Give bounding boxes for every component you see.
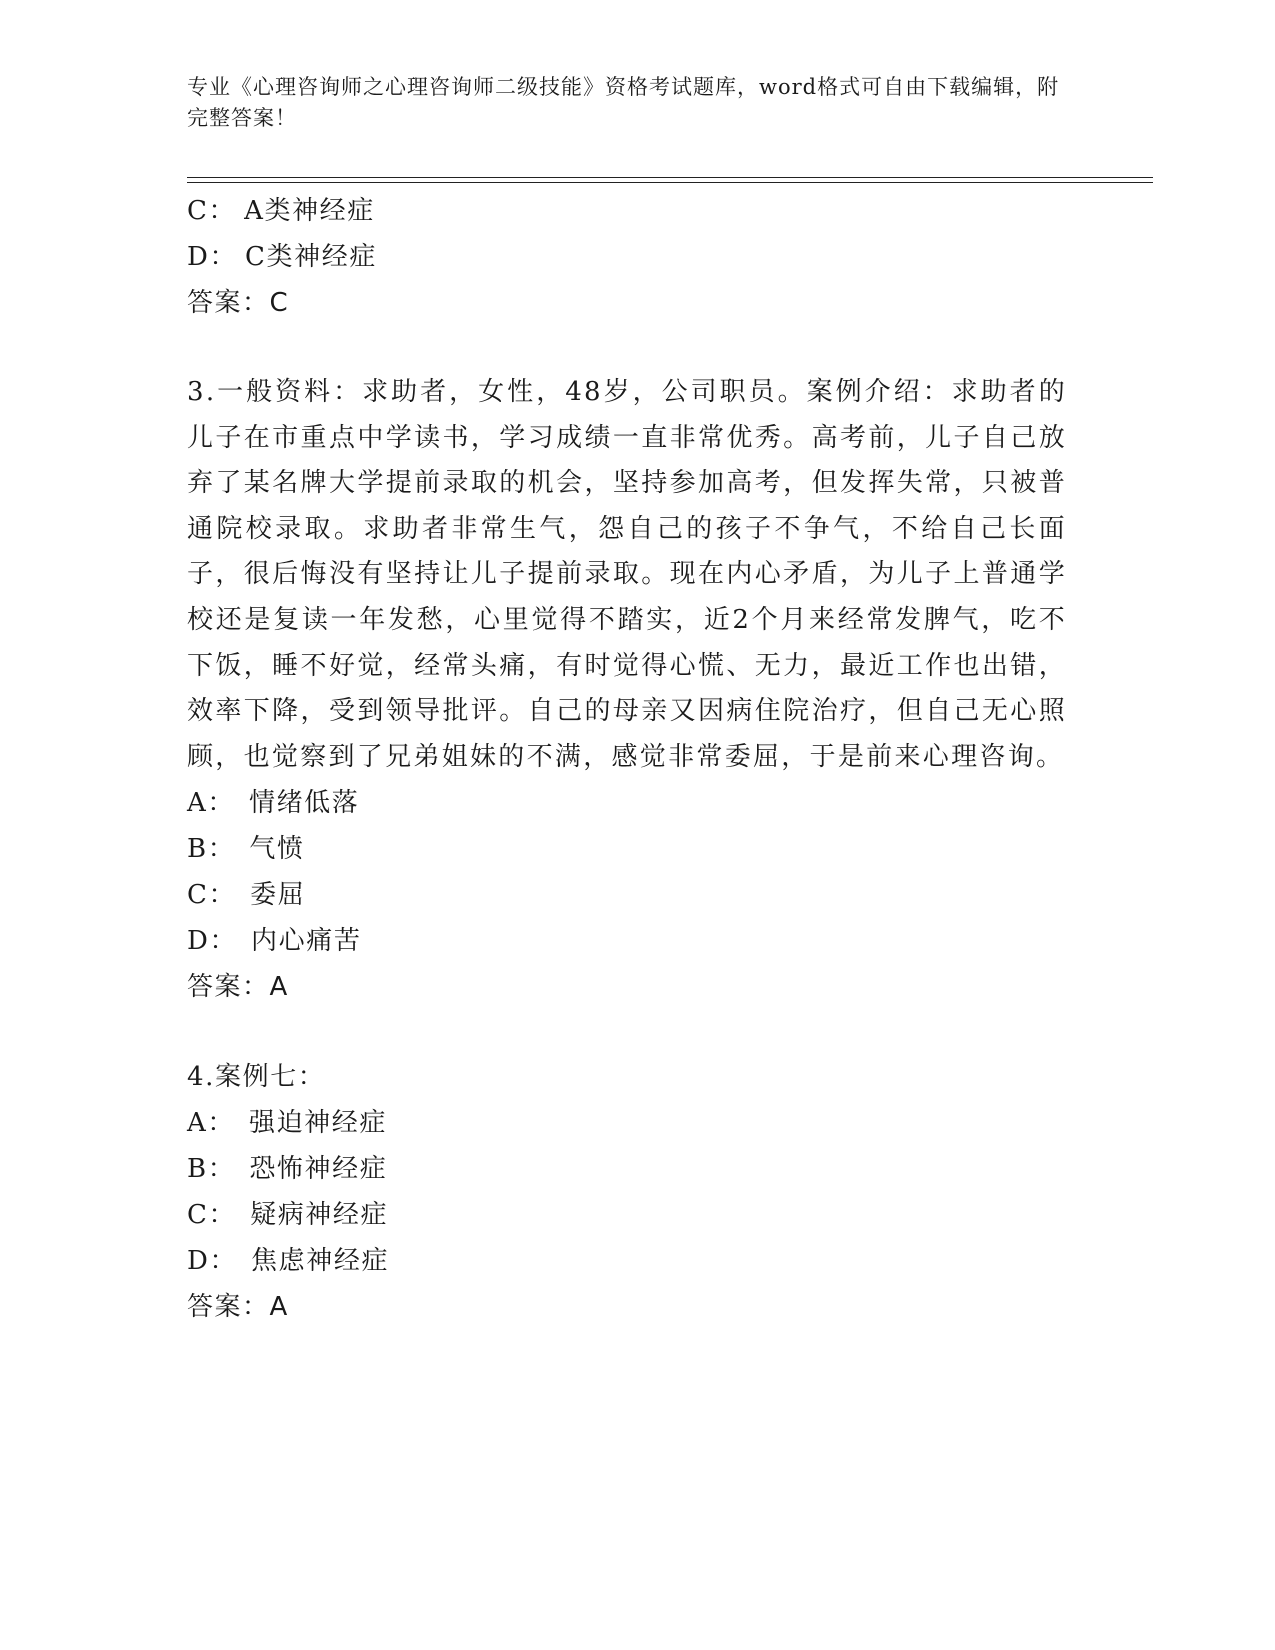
option-c <box>187 872 1067 918</box>
option-d <box>187 918 1067 964</box>
question-3 <box>187 370 1067 1010</box>
option-c <box>187 188 1067 234</box>
document-body <box>187 188 1067 1330</box>
answer: 答案：A <box>187 972 289 1003</box>
option-text: 气愤 <box>249 834 305 865</box>
option-b <box>187 1146 1067 1192</box>
spacer <box>187 326 1067 370</box>
option-label: D： <box>187 1246 238 1277</box>
option-a <box>187 1100 1067 1146</box>
option-text: 恐怖神经症 <box>249 1154 388 1185</box>
question-stem: 4.案例七： <box>187 1062 326 1093</box>
option-label: A： <box>187 1108 235 1139</box>
option-label: D： <box>187 242 238 272</box>
option-text: 委屈 <box>250 880 306 911</box>
option-text: 情绪低落 <box>248 788 360 819</box>
option-d <box>187 1238 1067 1284</box>
option-text: 强迫神经症 <box>248 1108 387 1139</box>
option-text: 疑病神经症 <box>250 1200 389 1231</box>
option-label: A： <box>187 788 235 819</box>
option-label: B： <box>187 834 236 865</box>
spacer <box>187 1010 1067 1054</box>
answer: 答案：C <box>187 288 290 318</box>
question-4 <box>187 1054 1067 1330</box>
option-label: B： <box>187 1154 236 1185</box>
header-rule-bottom <box>187 182 1153 183</box>
option-b <box>187 826 1067 872</box>
option-text: 焦虑神经症 <box>251 1246 390 1277</box>
option-c <box>187 1192 1067 1238</box>
question-2 <box>187 188 1067 326</box>
option-label: C： <box>187 196 237 226</box>
question-stem: 3.一般资料：求助者，女性，48岁，公司职员。案例介绍：求助者的儿子在市重点中学读书，学习成绩一直非常优秀。高考前，儿子自己放弃了某名牌大学提前录取的机会，坚持参加高考，但发挥失常，只被普通院校录取。求助者非常生气，怨自己的孩子不争气，不给自己长面子，很后悔没有坚持让儿子提前录取。现在内心矛盾，为儿子上普通学校还是复读一年发愁，心里觉得不踏实，近2个月来经常发脾气，吃不下饭，睡不好觉，经常头痛，有时觉得心慌、无力，最近工作也出错，效率下降，受到领导批评。自己的母亲又因病住院治疗，但自己无心照顾，也觉察到了兄弟姐妹的不满，感觉非常委屈，于是前来心理咨询。 <box>187 377 1067 772</box>
option-text: A类神经症 <box>244 196 375 226</box>
header-rule-top <box>187 177 1153 178</box>
option-label: D： <box>187 926 238 957</box>
option-a <box>187 780 1067 826</box>
page-header: 专业《心理咨询师之心理咨询师二级技能》资格考试题库，word格式可自由下载编辑，附完整答案！ <box>187 75 1060 130</box>
option-d <box>187 234 1067 280</box>
option-text: C类神经症 <box>245 242 377 272</box>
answer: 答案：A <box>187 1292 289 1323</box>
option-label: C： <box>187 880 237 911</box>
option-text: 内心痛苦 <box>251 926 362 957</box>
option-label: C： <box>187 1200 237 1231</box>
